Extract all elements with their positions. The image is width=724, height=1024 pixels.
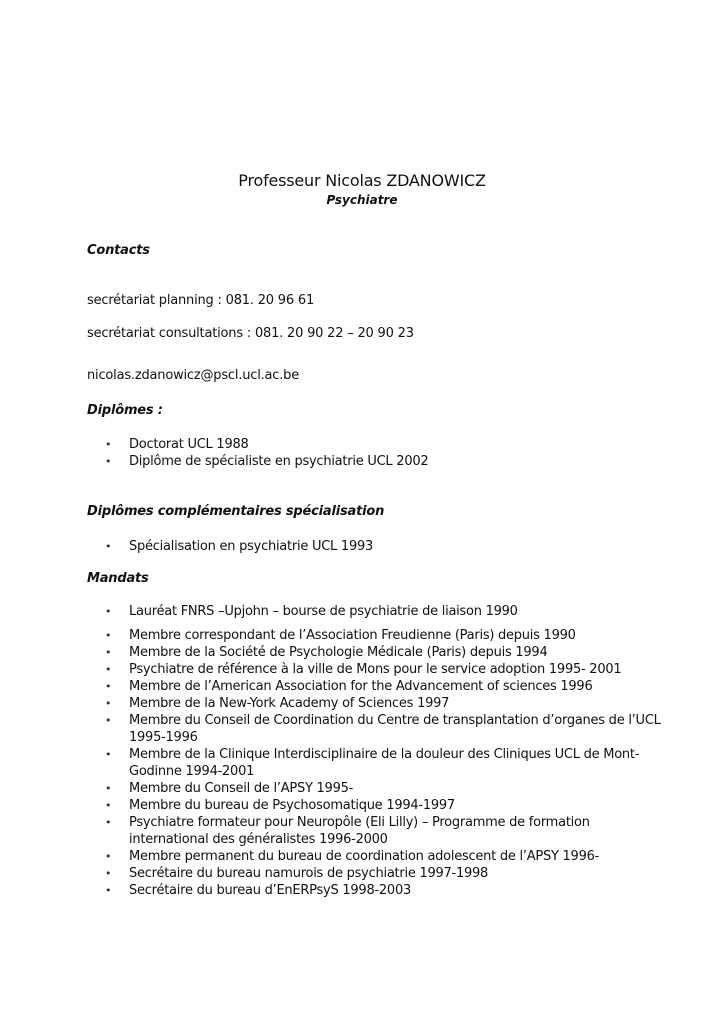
list-item: • Doctorat UCL 1988	[105, 437, 249, 452]
list-item: • Membre de la New-York Academy of Sciences 1997	[105, 696, 450, 711]
bullet-icon: •	[105, 697, 112, 710]
bullet-icon: •	[105, 782, 112, 795]
list-item: • Membre correspondant de l’Association Freudienne (Paris) depuis 1990	[105, 628, 576, 643]
list-item: • Membre permanent du bureau de coordination adolescent de l’APSY 1996-	[105, 849, 600, 864]
bullet-icon: •	[105, 816, 112, 829]
diplomes-heading: Diplômes :	[87, 403, 163, 418]
list-item: • Membre de l’American Association for the Advancement of sciences 1996	[105, 679, 593, 694]
bullet-icon: •	[105, 646, 112, 659]
list-item: • Membre du Conseil de l’APSY 1995-	[105, 781, 354, 796]
list-item: • Lauréat FNRS –Upjohn – bourse de psychiatrie de liaison 1990	[105, 604, 518, 619]
email-link[interactable]: nicolas.zdanowicz@pscl.ucl.ac.be	[87, 368, 300, 383]
bullet-icon: •	[105, 680, 112, 693]
list-item: • Membre du Conseil de Coordination du Centre de transplantation d’organes de l’UCL 1995-1996	[105, 713, 661, 745]
bullet-icon: •	[105, 884, 112, 897]
list-item: • Secrétaire du bureau namurois de psychiatrie 1997-1998	[105, 866, 489, 881]
bullet-icon: •	[105, 438, 112, 451]
profession-subtitle: Psychiatre	[326, 193, 398, 207]
list-item: • Membre du bureau de Psychosomatique 1994-1997	[105, 798, 455, 813]
list-item: • Membre de la Clinique Interdisciplinaire de la douleur des Cliniques UCL de Mont-Godinne 1994-2001	[105, 747, 640, 779]
list-item: • Psychiatre formateur pour Neuropôle (Eli Lilly) – Programme de formation international des généralistes 1996-2000	[105, 815, 590, 847]
contacts-heading: Contacts	[87, 243, 150, 258]
mandats-first-list	[105, 603, 665, 620]
list-item: • Diplôme de spécialiste en psychiatrie UCL 2002	[105, 454, 429, 469]
bullet-icon: •	[105, 714, 112, 727]
bullet-icon: •	[105, 748, 112, 761]
list-item: • Psychiatre de référence à la ville de Mons pour le service adoption 1995- 2001	[105, 662, 622, 677]
bullet-icon: •	[105, 850, 112, 863]
bullet-icon: •	[105, 605, 112, 618]
mandats-heading: Mandats	[87, 571, 149, 586]
consultations-phone: secrétariat consultations : 081. 20 90 22 – 20 90 23	[87, 326, 414, 341]
list-item: • Spécialisation en psychiatrie UCL 1993	[105, 539, 374, 554]
complementaires-list	[105, 538, 665, 555]
bullet-icon: •	[105, 540, 112, 553]
planning-phone: secrétariat planning : 081. 20 96 61	[87, 293, 315, 308]
mandats-list	[105, 627, 665, 899]
bullet-icon: •	[105, 799, 112, 812]
page-title: Professeur Nicolas ZDANOWICZ	[238, 171, 486, 190]
bullet-icon: •	[105, 867, 112, 880]
bullet-icon: •	[105, 455, 112, 468]
bullet-icon: •	[105, 663, 112, 676]
diplomes-list	[105, 436, 665, 470]
bullet-icon: •	[105, 629, 112, 642]
complementaires-heading: Diplômes complémentaires spécialisation	[87, 504, 385, 519]
list-item: • Membre de la Société de Psychologie Médicale (Paris) depuis 1994	[105, 645, 548, 660]
list-item: • Secrétaire du bureau d’EnERPsyS 1998-2003	[105, 883, 411, 898]
